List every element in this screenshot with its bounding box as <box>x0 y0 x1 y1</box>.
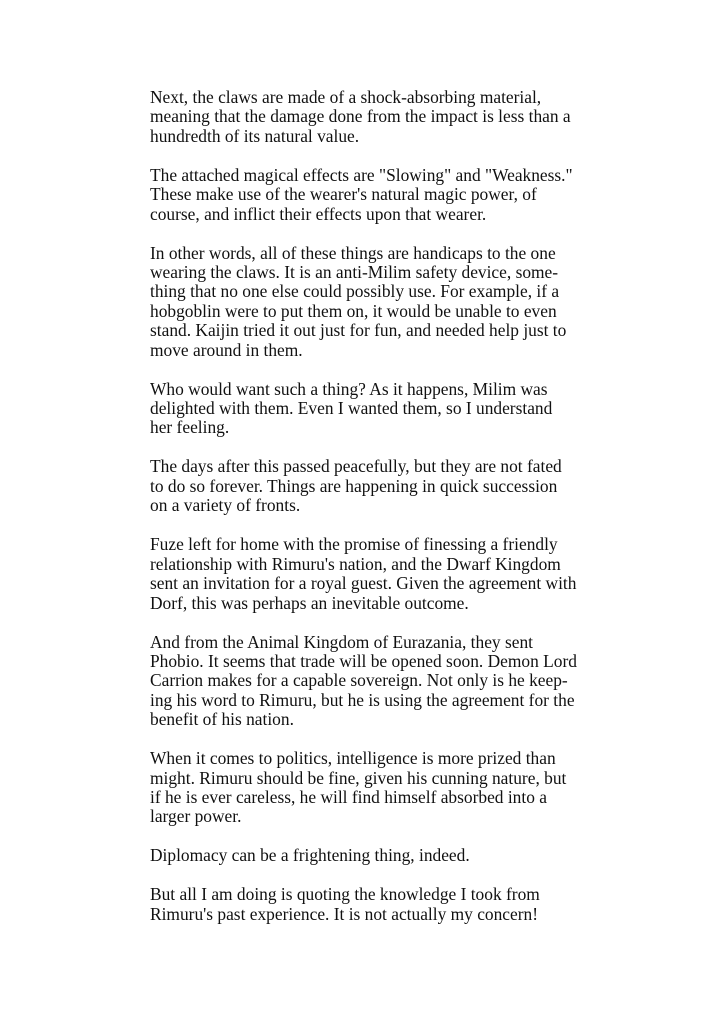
paragraph-2: The attached magical effects are "Slowing" and "Weakness." These make use of the wearer's natural magic power, of course, and inflict their effects upon that wearer. <box>150 164 573 224</box>
paragraph-7: And from the Animal Kingdom of Eurazania, they sent Phobio. It seems that trade will be opened soon. Demon Lord Carrion makes for a capable sovereign. Not only is he keep- ing his word to Rimuru, but he is using the agreement for the benefit of his nation. <box>150 631 577 730</box>
paragraph-6: Fuze left for home with the promise of finessing a friendly relationship with Rimuru's nation, and the Dwarf Kingdom sent an invitation for a royal guest. Given the agreement with Dorf, this was perhaps an inevitable outcome. <box>150 534 577 613</box>
document-page <box>150 88 582 944</box>
paragraph-1: Next, the claws are made of a shock-absorbing material, meaning that the damage done from the impact is less than a hundredth of its natural value. <box>150 87 571 146</box>
paragraph-10: But all I am doing is quoting the knowledge I took from Rimuru's past experience. It is not actually my concern! <box>150 884 540 924</box>
paragraph-9: Diplomacy can be a frightening thing, indeed. <box>150 845 470 866</box>
paragraph-3: In other words, all of these things are handicaps to the one wearing the claws. It is an anti-Milim safety device, some- thing that no one else could possibly use. For example, if a hobgoblin were to put them on, it would be unable to even stand. Kaijin tried it out just for fun, and needed help just to move around in them. <box>150 242 567 360</box>
paragraph-4: Who would want such a thing? As it happens, Milim was delighted with them. Even I wanted them, so I understand her feeling. <box>150 378 553 438</box>
paragraph-5: The days after this passed peacefully, but they are not fated to do so forever. Things are happening in quick succession on a variety of fronts. <box>150 456 562 516</box>
paragraph-8: When it comes to politics, intelligence is more prized than might. Rimuru should be fine, given his cunning nature, but if he is ever careless, he will find himself absorbed into a larger power. <box>150 748 567 827</box>
